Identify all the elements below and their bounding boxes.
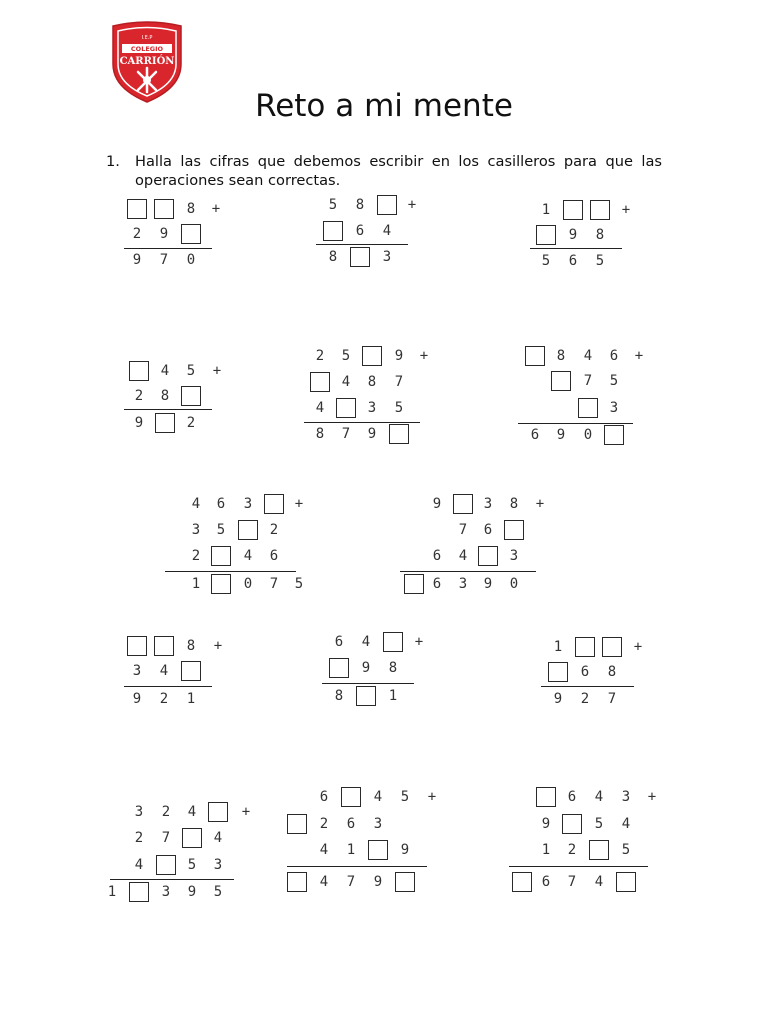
- digit: 6: [334, 634, 344, 650]
- digit: 5: [621, 842, 631, 858]
- digit: 4: [583, 348, 593, 364]
- digit: 7: [583, 373, 593, 389]
- answer-box[interactable]: [589, 840, 609, 860]
- answer-box[interactable]: [181, 661, 201, 681]
- digit: 9: [361, 660, 371, 676]
- result-digit: 4: [594, 874, 604, 890]
- result-digit: 9: [187, 884, 197, 900]
- result-digit: 6: [568, 253, 578, 269]
- answer-box[interactable]: [264, 494, 284, 514]
- digit: 4: [621, 816, 631, 832]
- digit: 4: [213, 830, 223, 846]
- result-digit: 9: [483, 576, 493, 592]
- answer-box[interactable]: [329, 658, 349, 678]
- plus-sign: +: [213, 638, 223, 654]
- digit: 3: [609, 400, 619, 416]
- plus-sign: +: [647, 789, 657, 805]
- result-digit: 9: [367, 426, 377, 442]
- result-digit: 7: [341, 426, 351, 442]
- digit: 5: [609, 373, 619, 389]
- answer-box[interactable]: [155, 413, 175, 433]
- result-digit: 0: [509, 576, 519, 592]
- answer-box[interactable]: [563, 200, 583, 220]
- answer-box[interactable]: [404, 574, 424, 594]
- answer-box[interactable]: [156, 855, 176, 875]
- sum-rule-line: [530, 248, 622, 249]
- plus-sign: +: [212, 363, 222, 379]
- answer-box[interactable]: [377, 195, 397, 215]
- answer-box[interactable]: [208, 802, 228, 822]
- digit: 8: [367, 374, 377, 390]
- sum-rule-line: [322, 683, 414, 684]
- answer-box[interactable]: [127, 636, 147, 656]
- digit: 2: [134, 388, 144, 404]
- result-digit: 2: [580, 691, 590, 707]
- digit: 3: [243, 496, 253, 512]
- answer-box[interactable]: [604, 425, 624, 445]
- plus-sign: +: [407, 197, 417, 213]
- digit: 3: [483, 496, 493, 512]
- digit: 6: [580, 664, 590, 680]
- digit: 8: [509, 496, 519, 512]
- sum-rule-line: [165, 571, 296, 572]
- digit: 6: [432, 548, 442, 564]
- digit: 5: [400, 789, 410, 805]
- digit: 3: [213, 857, 223, 873]
- answer-box[interactable]: [389, 424, 409, 444]
- digit: 9: [568, 227, 578, 243]
- answer-box[interactable]: [127, 199, 147, 219]
- result-digit: 5: [595, 253, 605, 269]
- instruction-text: Halla las cifras que debemos escribir en los casilleros para que las operaciones sean correctas.: [135, 153, 662, 189]
- digit: 4: [319, 842, 329, 858]
- result-digit: 7: [159, 252, 169, 268]
- result-digit: 2: [186, 415, 196, 431]
- result-digit: 9: [132, 252, 142, 268]
- digit: 9: [394, 348, 404, 364]
- digit: 1: [553, 639, 563, 655]
- digit: 4: [160, 363, 170, 379]
- digit: 4: [382, 223, 392, 239]
- result-digit: 8: [334, 688, 344, 704]
- result-digit: 0: [243, 576, 253, 592]
- digit: 2: [132, 226, 142, 242]
- sum-rule-line: [509, 866, 648, 867]
- digit: 8: [186, 638, 196, 654]
- digit: 3: [191, 522, 201, 538]
- answer-box[interactable]: [478, 546, 498, 566]
- result-digit: 3: [382, 249, 392, 265]
- digit: 9: [159, 226, 169, 242]
- digit: 7: [458, 522, 468, 538]
- plus-sign: +: [414, 634, 424, 650]
- answer-box[interactable]: [562, 814, 582, 834]
- digit: 6: [269, 548, 279, 564]
- plus-sign: +: [535, 496, 545, 512]
- digit: 5: [594, 816, 604, 832]
- digit: 4: [315, 400, 325, 416]
- result-digit: 7: [346, 874, 356, 890]
- digit: 8: [607, 664, 617, 680]
- page-title: Reto a mi mente: [255, 88, 513, 124]
- instruction-number: 1.: [106, 153, 120, 170]
- digit: 8: [355, 197, 365, 213]
- sum-rule-line: [518, 423, 633, 424]
- result-digit: 9: [134, 415, 144, 431]
- answer-box[interactable]: [512, 872, 532, 892]
- answer-box[interactable]: [395, 872, 415, 892]
- digit: 2: [134, 830, 144, 846]
- sum-rule-line: [287, 866, 427, 867]
- digit: 6: [355, 223, 365, 239]
- digit: 3: [132, 663, 142, 679]
- crest-school-name: CARRIÓN: [119, 56, 175, 67]
- answer-box[interactable]: [368, 840, 388, 860]
- answer-box[interactable]: [350, 247, 370, 267]
- plus-sign: +: [211, 201, 221, 217]
- digit: 1: [346, 842, 356, 858]
- answer-box[interactable]: [525, 346, 545, 366]
- plus-sign: +: [427, 789, 437, 805]
- answer-box[interactable]: [310, 372, 330, 392]
- result-digit: 7: [567, 874, 577, 890]
- result-digit: 6: [432, 576, 442, 592]
- plus-sign: +: [633, 639, 643, 655]
- answer-box[interactable]: [238, 520, 258, 540]
- digit: 9: [400, 842, 410, 858]
- plus-sign: +: [294, 496, 304, 512]
- result-digit: 9: [373, 874, 383, 890]
- result-digit: 1: [186, 691, 196, 707]
- result-digit: 3: [161, 884, 171, 900]
- result-digit: 1: [191, 576, 201, 592]
- digit: 4: [594, 789, 604, 805]
- digit: 2: [567, 842, 577, 858]
- crest-top-text: I.E.P: [141, 35, 153, 41]
- sum-rule-line: [400, 571, 536, 572]
- digit: 8: [160, 388, 170, 404]
- digit: 4: [361, 634, 371, 650]
- digit: 6: [216, 496, 226, 512]
- result-digit: 8: [315, 426, 325, 442]
- answer-box[interactable]: [182, 828, 202, 848]
- sum-rule-line: [304, 422, 420, 423]
- digit: 5: [186, 363, 196, 379]
- digit: 6: [319, 789, 329, 805]
- result-digit: 9: [553, 691, 563, 707]
- result-digit: 3: [458, 576, 468, 592]
- sum-rule-line: [124, 248, 212, 249]
- answer-box[interactable]: [211, 546, 231, 566]
- digit: 2: [191, 548, 201, 564]
- answer-box[interactable]: [356, 686, 376, 706]
- digit: 2: [269, 522, 279, 538]
- digit: 4: [341, 374, 351, 390]
- plus-sign: +: [419, 348, 429, 364]
- answer-box[interactable]: [211, 574, 231, 594]
- digit: 7: [161, 830, 171, 846]
- result-digit: 4: [319, 874, 329, 890]
- digit: 2: [161, 804, 171, 820]
- result-digit: 7: [607, 691, 617, 707]
- answer-box[interactable]: [551, 371, 571, 391]
- digit: 8: [595, 227, 605, 243]
- digit: 3: [367, 400, 377, 416]
- plus-sign: +: [634, 348, 644, 364]
- digit: 4: [243, 548, 253, 564]
- result-digit: 9: [556, 427, 566, 443]
- digit: 5: [328, 197, 338, 213]
- answer-box[interactable]: [453, 494, 473, 514]
- digit: 4: [373, 789, 383, 805]
- answer-box[interactable]: [154, 199, 174, 219]
- digit: 8: [186, 201, 196, 217]
- digit: 9: [541, 816, 551, 832]
- digit: 4: [159, 663, 169, 679]
- answer-box[interactable]: [536, 787, 556, 807]
- result-digit: 5: [213, 884, 223, 900]
- answer-box[interactable]: [578, 398, 598, 418]
- digit: 6: [346, 816, 356, 832]
- digit: 3: [509, 548, 519, 564]
- result-digit: 5: [541, 253, 551, 269]
- answer-box[interactable]: [181, 386, 201, 406]
- plus-sign: +: [241, 804, 251, 820]
- digit: 4: [187, 804, 197, 820]
- answer-box[interactable]: [181, 224, 201, 244]
- digit: 5: [394, 400, 404, 416]
- digit: 4: [134, 857, 144, 873]
- digit: 3: [134, 804, 144, 820]
- result-digit: 9: [132, 691, 142, 707]
- digit: 4: [458, 548, 468, 564]
- answer-box[interactable]: [129, 361, 149, 381]
- digit: 9: [432, 496, 442, 512]
- answer-box[interactable]: [548, 662, 568, 682]
- digit: 8: [556, 348, 566, 364]
- digit: 6: [483, 522, 493, 538]
- digit: 1: [541, 202, 551, 218]
- result-digit: 6: [541, 874, 551, 890]
- digit: 4: [191, 496, 201, 512]
- answer-box[interactable]: [287, 814, 307, 834]
- digit: 2: [315, 348, 325, 364]
- sum-rule-line: [110, 879, 234, 880]
- digit: 5: [341, 348, 351, 364]
- instruction: [106, 152, 662, 190]
- answer-box[interactable]: [504, 520, 524, 540]
- sum-rule-line: [541, 686, 634, 687]
- answer-box[interactable]: [383, 632, 403, 652]
- result-digit: 1: [388, 688, 398, 704]
- result-digit: 6: [530, 427, 540, 443]
- answer-box[interactable]: [129, 882, 149, 902]
- sum-rule-line: [124, 409, 212, 410]
- answer-box[interactable]: [287, 872, 307, 892]
- digit: 2: [319, 816, 329, 832]
- result-digit: 7: [269, 576, 279, 592]
- sum-rule-line: [316, 244, 408, 245]
- answer-box[interactable]: [602, 637, 622, 657]
- answer-box[interactable]: [616, 872, 636, 892]
- answer-box[interactable]: [575, 637, 595, 657]
- sum-rule-line: [124, 686, 212, 687]
- digit: 6: [609, 348, 619, 364]
- result-digit: 0: [583, 427, 593, 443]
- crest-school-label: COLEGIO: [130, 45, 164, 53]
- answer-box[interactable]: [590, 200, 610, 220]
- digit: 3: [621, 789, 631, 805]
- answer-box[interactable]: [336, 398, 356, 418]
- answer-box[interactable]: [341, 787, 361, 807]
- digit: 6: [567, 789, 577, 805]
- digit: 8: [388, 660, 398, 676]
- plus-sign: +: [621, 202, 631, 218]
- answer-box[interactable]: [536, 225, 556, 245]
- answer-box[interactable]: [362, 346, 382, 366]
- result-digit: 5: [294, 576, 304, 592]
- result-digit: 1: [107, 884, 117, 900]
- answer-box[interactable]: [323, 221, 343, 241]
- answer-box[interactable]: [154, 636, 174, 656]
- digit: 5: [187, 857, 197, 873]
- digit: 7: [394, 374, 404, 390]
- digit: 5: [216, 522, 226, 538]
- digit: 3: [373, 816, 383, 832]
- digit: 1: [541, 842, 551, 858]
- result-digit: 2: [159, 691, 169, 707]
- result-digit: 0: [186, 252, 196, 268]
- result-digit: 8: [328, 249, 338, 265]
